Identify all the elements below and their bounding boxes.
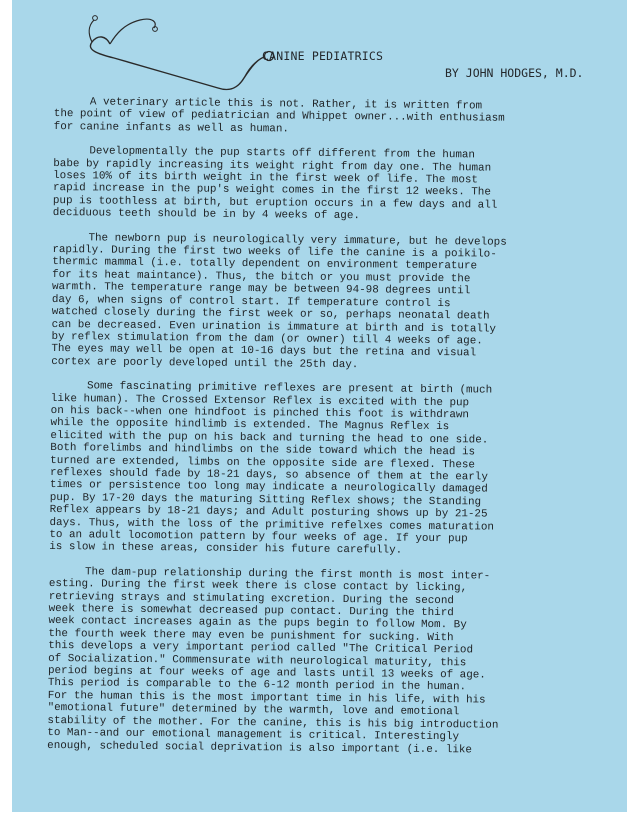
text-line: times or persistence too long may indicate a neurologically damaged — [49, 479, 488, 496]
text-line: Both forelimbs and hindlimbs on the side toward which the head is — [50, 442, 476, 459]
text-line: watched closely during the first week or so, perhaps neonatal death — [51, 306, 490, 323]
text-line: for its heat maintance). Thus, the bitch or you must provide the — [52, 268, 471, 286]
text-line: A veterinary article this is not. Rather, it is written from — [89, 96, 483, 113]
text-line: of Socialization." Commensurate with neurological maturity, this — [48, 652, 467, 670]
text-line: to an adult locomotion pattern by four weeks of age. If your pup — [49, 528, 468, 546]
text-line: rapidly. During the first two weeks of life the canine is a poikilo- — [52, 244, 497, 261]
text-line: week contact increases again as the pups begin to follow Mom. By — [48, 615, 467, 632]
text-line: Some fascinating primitive reflexes are present at birth (much — [86, 380, 493, 397]
paragraph — [54, 96, 594, 139]
text-line: thermic mammal (i.e. totally dependent on environment temperature — [52, 256, 478, 273]
text-line: warmth. The temperature range may be between 94-98 degrees until — [51, 281, 471, 298]
text-line: the point of view of pediatrician and Whippet owner...with enthusiasm — [53, 108, 505, 126]
text-line: day 6, when signs of control start. If temperature control is — [51, 293, 451, 310]
text-line: deciduous teeth should be in by 4 weeks of age. — [52, 207, 360, 223]
text-line: for canine infants as well as human. — [53, 120, 290, 136]
text-line: can be decreased. Even urination is immature at birth and is totally — [51, 318, 497, 336]
text-line: cortex are poorly developed until the 25th day. — [51, 355, 359, 371]
text-line: like human). The Crossed Extensor Reflex is excited with the pup — [50, 392, 470, 409]
text-line: enough, scheduled social deprivation is also important (i.e. like — [47, 739, 473, 756]
text-line: week there is somewhat decreased pup contact. During the third — [48, 603, 454, 620]
text-line: by reflex stimulation from the dam (or owner) till 4 weeks of age. — [51, 330, 483, 348]
text-line: days. Thus, with the loss of the primitive refelxes comes maturation — [49, 516, 494, 534]
text-line: This period is comparable to the 6-12 month period in the human. — [47, 677, 467, 694]
paragraph — [53, 145, 594, 225]
text-line: while the opposite hindlimb is extended. The Magnus Reflex is — [50, 417, 450, 434]
paragraph — [47, 566, 589, 758]
text-line: pup is toothless at birth, but eruption occurs in a few days and all — [52, 194, 498, 212]
text-line: the fourth week there may even be punishment for sucking. With — [48, 627, 454, 645]
text-line: The eyes may well be open at 10-16 days but the retina and visual — [51, 343, 477, 360]
text-line: period begins at four weeks of age and lasts until 13 weeks of age. — [47, 665, 486, 682]
text-line: on his back--when one hindfoot is pinched this foot is withdrawn — [50, 404, 470, 422]
text-line: The newborn pup is neurologically very immature, but he develops — [88, 232, 507, 249]
text-line: stability of the mother. For the canine, this is his big introduction — [47, 714, 499, 732]
text-line: this develops a very important period called "The Critical Period — [48, 640, 474, 657]
text-line: loses 10% of its birth weight in the first week of life. The most — [53, 170, 479, 187]
paragraph — [49, 380, 591, 559]
article-body — [47, 96, 594, 770]
text-line: turned are extended, limbs on the opposite side are flexed. These — [50, 454, 476, 471]
text-line: "emotional future" determined by the warmth, love and emotional — [47, 702, 460, 719]
text-line: babe by rapidly increasing its weight right from day one. The human — [53, 157, 492, 175]
text-line: reflexes should fade by 18-21 days, so absence of them at the early — [49, 466, 488, 484]
text-line: to Man--and our emotional management is critical. Interestingly — [47, 727, 460, 744]
text-line: The dam-pup relationship during the first month is most inter- — [84, 566, 491, 583]
typed-page — [12, 0, 627, 812]
text-line: esting. During the first week there is close contact by licking, — [48, 578, 468, 595]
author-byline: BY JOHN HODGES, M.D. — [445, 66, 584, 80]
text-line: For the human this is the most important time in his life, with his — [47, 689, 486, 707]
text-line: retrieving strays and stimulating excretion. During the second — [48, 590, 455, 607]
stethoscope-icon — [62, 4, 292, 96]
text-line: rapid increase in the pup's weight comes in the first 12 weeks. The — [52, 182, 491, 200]
text-line: elicited with the pup on his back and turning the head to one side. — [50, 429, 489, 447]
paragraph — [51, 232, 592, 374]
text-line: Reflex appears by 18-21 days; and Adult posturing shows up by 21-25 — [49, 504, 488, 521]
text-line: is slow in these areas, consider his future carefully. — [49, 541, 403, 558]
text-line: Developmentally the pup starts off different from the human — [89, 145, 476, 162]
article-title: CANINE PEDIATRICS — [262, 49, 384, 63]
text-line: pup. By 17-20 days the maturing Sitting Reflex shows; the Standing — [49, 491, 482, 509]
